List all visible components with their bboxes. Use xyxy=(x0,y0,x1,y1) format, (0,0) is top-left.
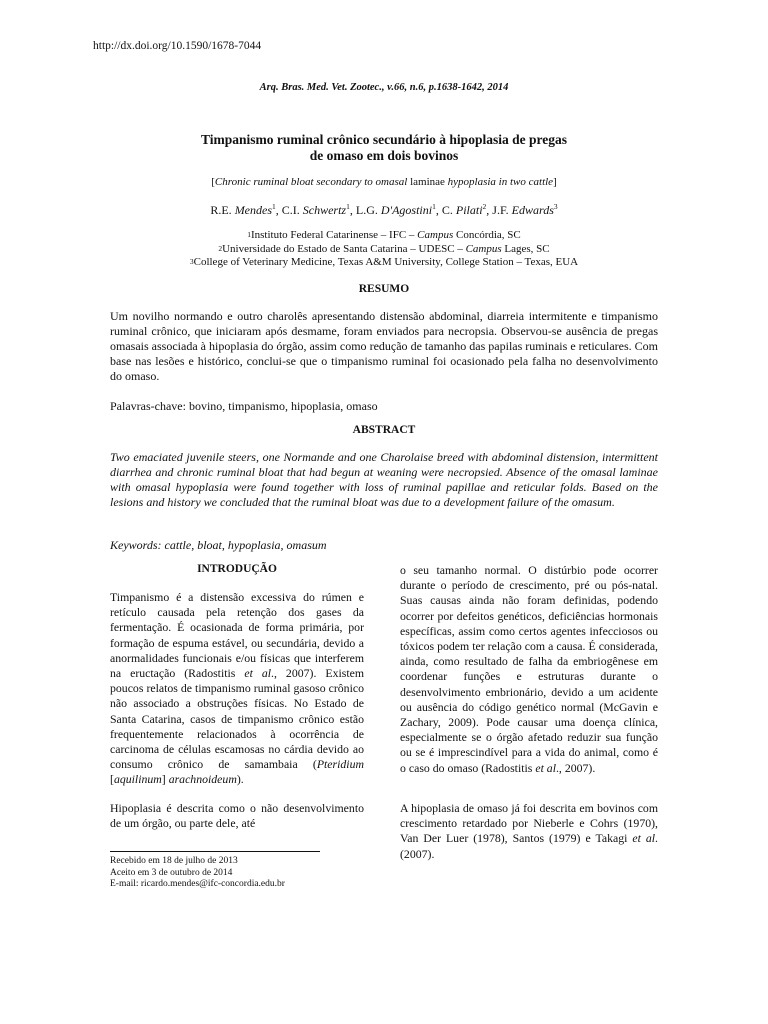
english-title-part-2: laminae xyxy=(410,176,445,188)
author: R.E. Mendes$^1$ xyxy=(210,202,276,217)
right-paragraph-2: A hipoplasia de omaso já foi descrita em bovinos com crescimento retardado por Nieberle e Cohrs (1970), Van Der Luer (1978), Santos (1979) e Takagi et al. (2007). xyxy=(400,801,658,861)
accepted-date: Aceito em 3 de outubro de 2014 xyxy=(110,867,233,878)
journal-volume: , v.66, n.6, p.1638-1642, 2014 xyxy=(381,82,509,93)
author: J.F. Edwards$^3$ xyxy=(492,202,558,217)
doi-link[interactable]: http://dx.doi.org/10.1590/1678-7044 xyxy=(93,40,262,52)
abstract-heading: ABSTRACT xyxy=(352,424,416,436)
title-line-1: Timpanismo ruminal crônico secundário à hipoplasia de pregas xyxy=(201,132,567,147)
english-title-part-3: hypoplasia in two cattle xyxy=(447,176,554,188)
resumo-text: Um novilho normando e outro charolês apresentando distensão abdominal, diarreia intermitente e timpanismo ruminal crônico, que iniciaram após desmame, foram enviados para necropsia. Observou-se ausência de pregas omasais associada à hipoplasia do órgão, assim como redução de tamanho das papilas ruminais e reticulares. Com base nas lesões e histórico, conclui-se que o timpanismo ruminal foi ocasionado pela falha no desenvolvimento do omaso. xyxy=(110,309,658,383)
journal-citation xyxy=(0,82,768,93)
intro-paragraph-1: Timpanismo é a distensão excessiva do rúmen e retículo causada pela retenção dos gases da fermentação. É ocasionada de forma primária, por formação de espuma estável, ou secundária, devido a anormalidades funcionais e/ou físicas que interferem na eructação (Radostitis et al., 2007). Existem poucos relatos de timpanismo ruminal gasoso crônico não associado a obstruções físicas. No Estado de Santa Catarina, casos de timpanismo crônico estão frequentemente relacionados à ocorrência de carcinoma de células escamosas no cárdia devido ao consumo crônico de samambaia (Pteridium [aquilinum] arachnoideum). xyxy=(110,590,365,787)
footnote-rule xyxy=(110,851,320,852)
author-list: R.E. Mendes$^1$, C.I. Schwertz$^1$, L.G. D'Agostini$^1$, C. Pilati$^2$, J.F. Edwards$^3$ xyxy=(210,202,558,217)
affiliation: $^2$Universidade do Estado de Santa Catarina – UDESC – Campus Lages, SC xyxy=(218,242,550,255)
affiliation: $^1$Instituto Federal Catarinense – IFC – Campus Concórdia, SC xyxy=(247,229,521,241)
journal-name: Arq. Bras. Med. Vet. Zootec. xyxy=(259,82,382,93)
title-line-2: de omaso em dois bovinos xyxy=(309,148,459,163)
received-date: Recebido em 18 de julho de 2013 xyxy=(110,856,238,866)
intro-heading: INTRODUÇÃO xyxy=(197,563,277,575)
english-title-part-1: Chronic ruminal bloat secondary to omasal xyxy=(214,176,408,188)
affiliations xyxy=(100,229,668,270)
author: L.G. D'Agostini$^1$ xyxy=(355,202,436,217)
abstract-text: Two emaciated juvenile steers, one Normande and one Charolaise breed with abdominal distension, intermittent diarrhea and chronic ruminal bloat that had begun at weaning were necropsied. Absence of the omasal laminae with omasal hypoplasia were found together with loss of ruminal papillae and reticular folds. Based on the lesions and history we concluded that the ruminal bloat was due to a development failure of the omasum. xyxy=(110,450,658,509)
resumo-heading: RESUMO xyxy=(358,283,410,295)
author: C.I. Schwertz$^1$ xyxy=(281,202,350,217)
affiliation: $^3$College of Veterinary Medicine, Texas A&M University, College Station – Texas, EUA xyxy=(189,256,579,268)
english-title: [Chronic ruminal bloat secondary to omasal laminae hypoplasia in two cattle] xyxy=(211,176,557,188)
footnote xyxy=(110,856,285,891)
contact-email[interactable]: E-mail: ricardo.mendes@ifc-concordia.edu.br xyxy=(110,879,285,889)
author: C. Pilati$^2$ xyxy=(441,202,487,217)
resumo-keywords: Palavras-chave: bovino, timpanismo, hipoplasia, omaso xyxy=(110,399,378,413)
right-paragraph-1: o seu tamanho normal. O distúrbio pode ocorrer durante o período de crescimento, pré ou pós-natal. Suas causas ainda não foram definidas, podendo ocorrer por defeitos genéticos, deficiências hormonais específicas, assim como certos agentes infecciosos ou tóxicos podem ter relação com a causa. É considerada, ainda, como resultado de falha da embriogênese em coordenar funções e estruturas durante o desenvolvimento embrionário, devido a um acidente ou ausência do código genético normal (McGavin e Zachary, 2009). Pode causar uma doença clínica, especialmente se o órgão afetado reduzir sua função ou se é imprescindível para a vida do animal, como é o caso do omaso (Radostitis et al., 2007). xyxy=(400,563,658,775)
intro-paragraph-2: Hipoplasia é descrita como o não desenvolvimento de um órgão, ou parte dele, até xyxy=(110,801,364,831)
article-title xyxy=(100,132,668,164)
abstract-keywords: Keywords: cattle, bloat, hypoplasia, omasum xyxy=(110,538,327,552)
